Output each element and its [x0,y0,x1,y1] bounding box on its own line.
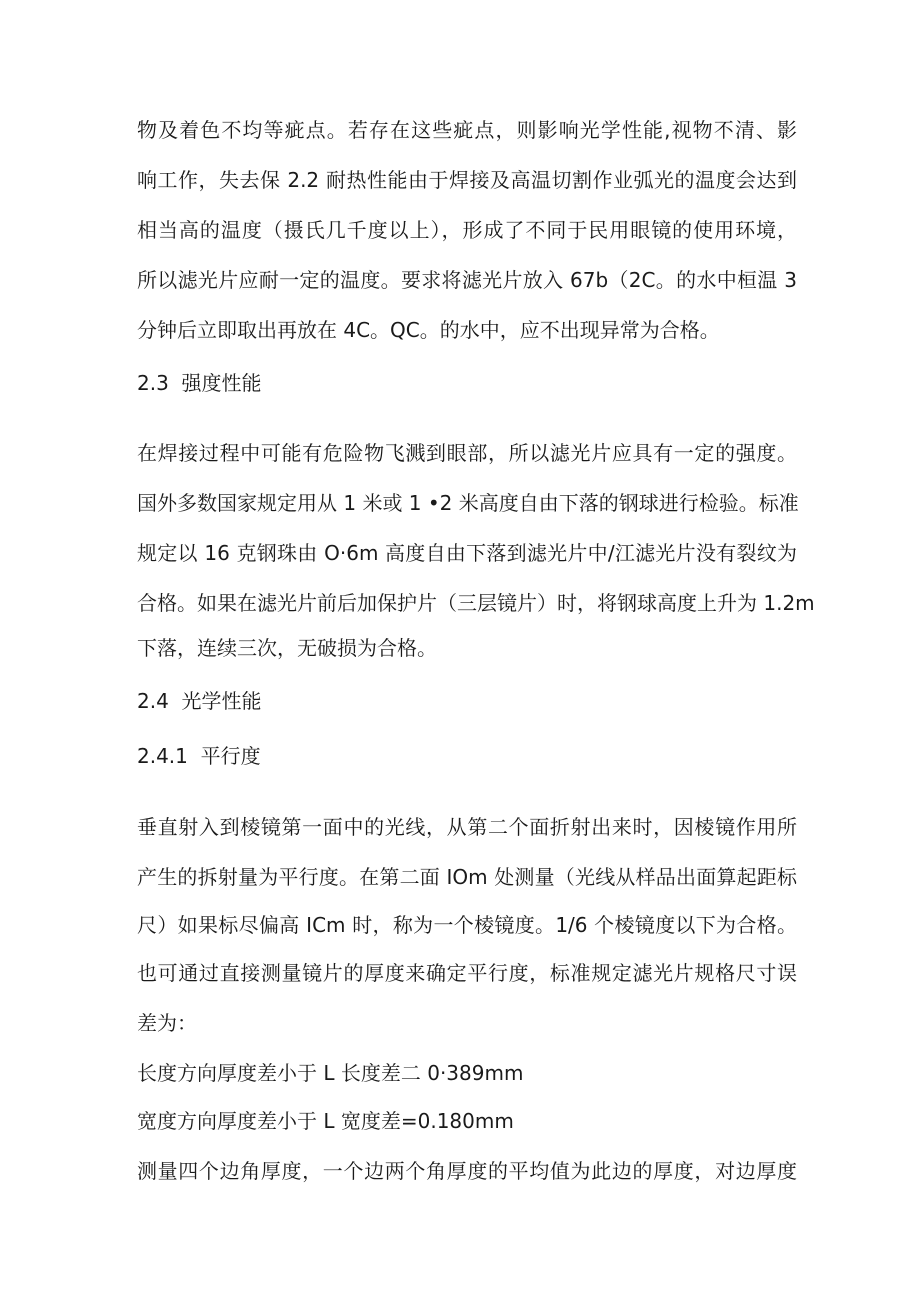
paragraph-line: 响工作，失去保 2.2 耐热性能由于焊接及高温切割作业弧光的温度会达到 [137,168,797,192]
spec-length-line: 长度方向厚度差小于 L 长度差二 0·389mm [137,1061,524,1085]
paragraph-line: 也可通过直接测量镜片的厚度来确定平行度，标准规定滤光片规格尺寸误 [137,961,797,985]
paragraph-line: 在焊接过程中可能有危险物飞溅到眼部，所以滤光片应具有一定的强度。 [137,441,797,465]
paragraph-line: 规定以 16 克钢珠由 O·6m 高度自由下落到滤光片中/江滤光片没有裂纹为 [137,541,797,565]
paragraph-line: 分钟后立即取出再放在 4C。QC。的水中，应不出现异常为合格。 [137,318,720,342]
section-heading-2-4: 2.4 光学性能 [137,689,262,713]
paragraph-line: 尺）如果标尽偏高 ICm 时，称为一个棱镜度。1/6 个棱镜度以下为合格。 [137,913,797,937]
section-heading-2-4-1: 2.4.1 平行度 [137,744,261,768]
paragraph-line: 国外多数国家规定用从 1 米或 1 •2 米高度自由下落的钢球进行检验。标准 [137,491,799,515]
paragraph-line: 物及着色不均等疵点。若存在这些疵点，则影响光学性能,视物不清、影 [137,118,797,142]
paragraph-line: 差为： [137,1011,197,1035]
paragraph-line: 下落，连续三次，无破损为合格。 [137,636,437,660]
paragraph-line: 相当高的温度（摄氏几千度以上），形成了不同于民用眼镜的使用环境， [137,218,797,242]
section-heading-2-3: 2.3 强度性能 [137,371,262,395]
paragraph-line: 垂直射入到棱镜第一面中的光线，从第二个面折射出来时，因棱镜作用所 [137,815,797,839]
paragraph-line: 所以滤光片应耐一定的温度。要求将滤光片放入 67b（2C。的水中桓温 3 [137,268,797,292]
paragraph-line: 测量四个边角厚度，一个边两个角厚度的平均值为此边的厚度，对边厚度 [137,1159,797,1183]
paragraph-line: 合格。如果在滤光片前后加保护片（三层镜片）时，将钢球高度上升为 1.2m [137,591,815,615]
spec-width-line: 宽度方向厚度差小于 L 宽度差=0.180mm [137,1109,514,1133]
paragraph-line: 产生的拆射量为平行度。在第二面 IOm 处测量（光线从样品出面算起距标 [137,865,797,889]
